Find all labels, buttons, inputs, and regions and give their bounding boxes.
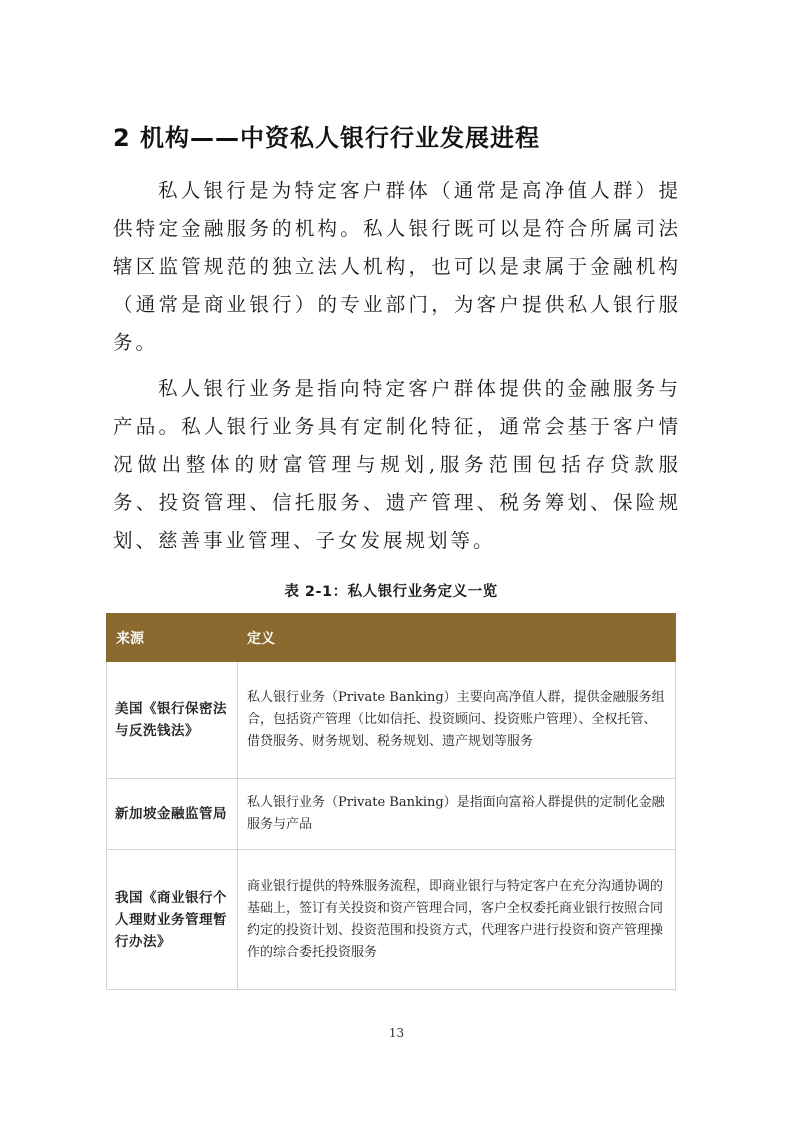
definition-cell: 私人银行业务（Private Banking）是指面向富裕人群提供的定制化金融服务与产品 [238, 779, 676, 850]
paragraph-private-bank-definition: 私人银行是为特定客户群体（通常是高净值人群）提供特定金融服务的机构。私人银行既可以是符合所属司法辖区监管规范的独立法人机构，也可以是隶属于金融机构（通常是商业银行）的专业部门，为客户提供私人银行服务。 [113, 179, 681, 354]
table-row [107, 662, 676, 779]
table-caption: 表 2-1：私人银行业务定义一览 [284, 584, 498, 600]
source-cell: 美国《银行保密法与反洗钱法》 [107, 662, 238, 779]
column-header-definition: 定义 [238, 614, 676, 662]
table-row [107, 850, 676, 990]
definition-cell: 商业银行提供的特殊服务流程，即商业银行与特定客户在充分沟通协调的基础上，签订有关投资和资产管理合同，客户全权委托商业银行按照合同约定的投资计划、投资范围和投资方式，代理客户进行投资和资产管理操作的综合委托投资服务 [238, 850, 676, 990]
table-row [107, 779, 676, 850]
source-cell: 我国《商业银行个人理财业务管理暂行办法》 [107, 850, 238, 990]
section-heading: 2 机构——中资私人银行行业发展进程 [113, 124, 541, 152]
table-header-row [107, 614, 676, 662]
page-number: 13 [388, 1026, 405, 1040]
definition-table [106, 613, 676, 990]
column-header-source: 来源 [107, 614, 238, 662]
paragraph-private-banking-business: 私人银行业务是指向特定客户群体提供的金融服务与产品。私人银行业务具有定制化特征，通常会基于客户情况做出整体的财富管理与规划,服务范围包括存贷款服务、投资管理、信托服务、遗产管理、税务筹划、保险规划、慈善事业管理、子女发展规划等。 [113, 377, 681, 552]
source-cell: 新加坡金融监管局 [107, 779, 238, 850]
definition-cell: 私人银行业务（Private Banking）主要向高净值人群，提供金融服务组合，包括资产管理（比如信托、投资顾问、投资账户管理）、全权托管、借贷服务、财务规划、税务规划、遗产规划等服务 [238, 662, 676, 779]
